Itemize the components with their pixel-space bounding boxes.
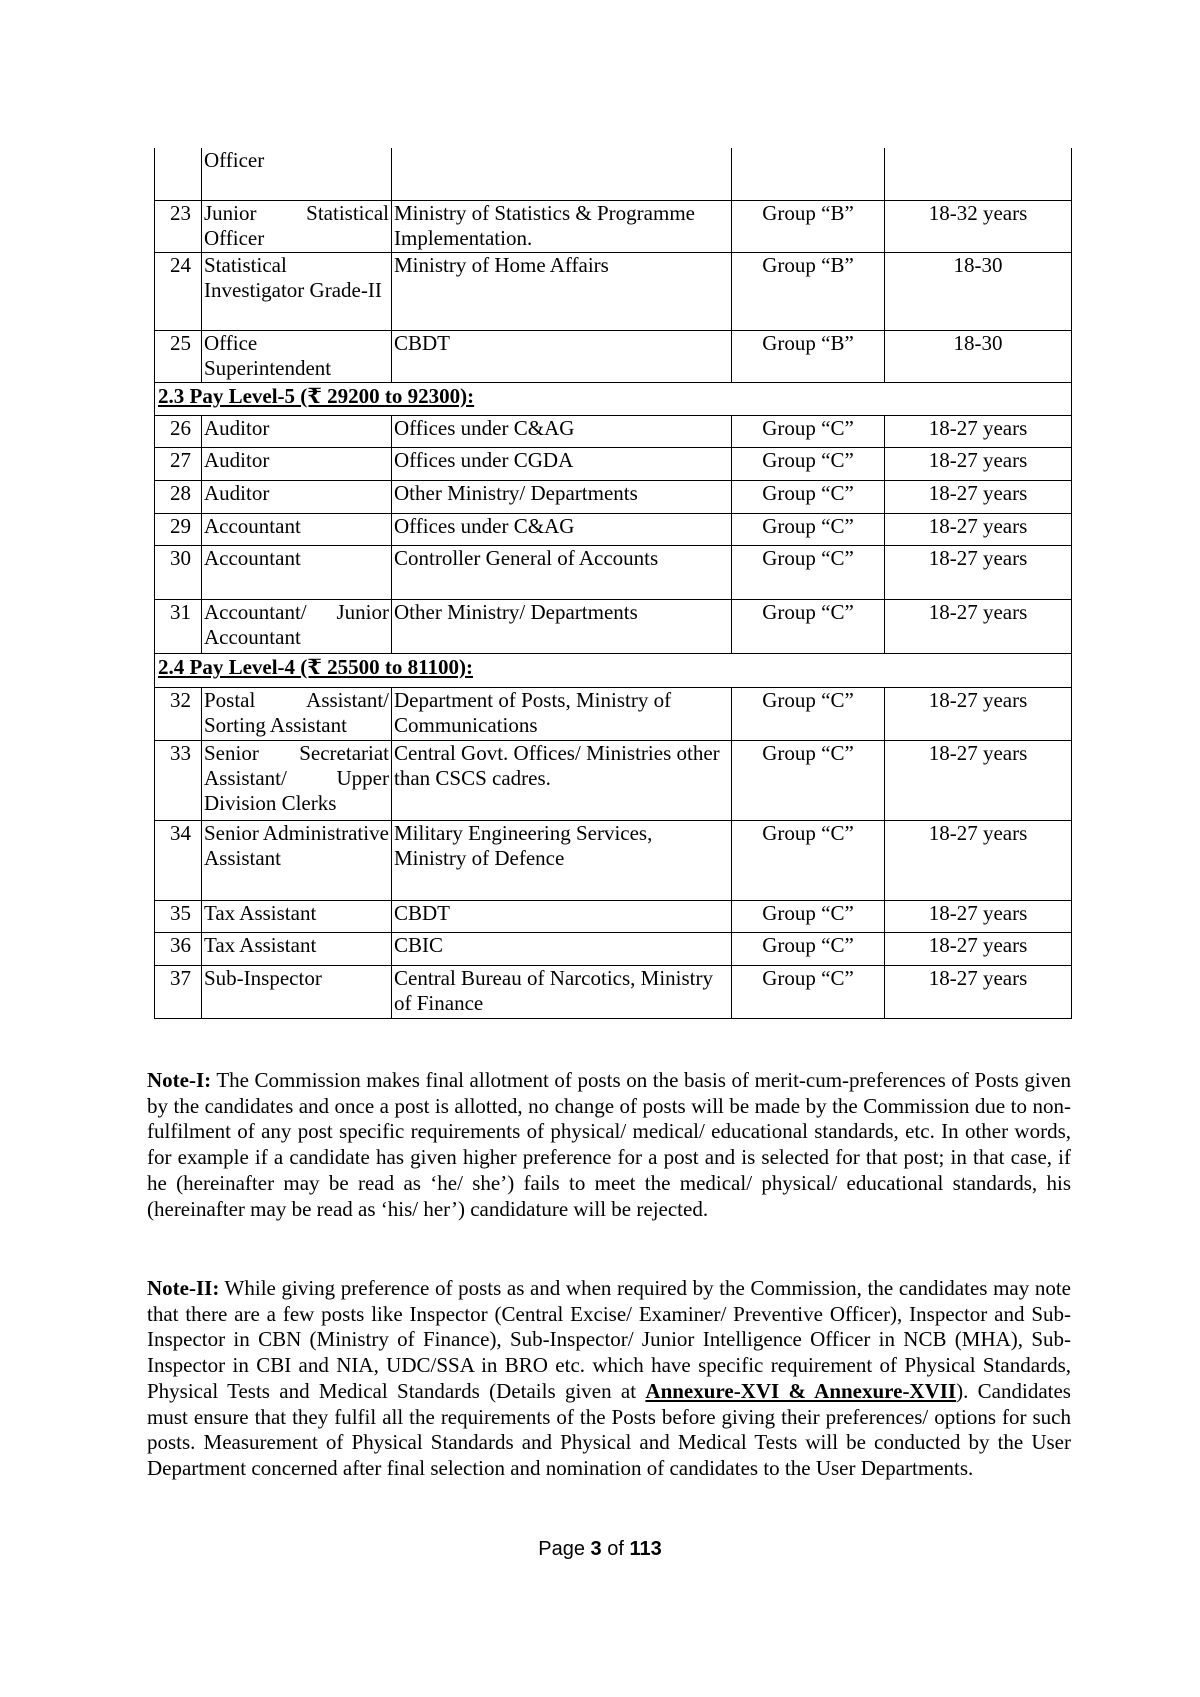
ministry-cell: Department of Posts, Ministry of Communications	[392, 687, 732, 740]
table-row	[155, 932, 1072, 965]
group-cell	[732, 148, 885, 200]
sl-no-cell: 26	[155, 415, 202, 447]
sl-no-cell: 27	[155, 447, 202, 480]
age-limit-cell: 18-27 years	[885, 900, 1072, 932]
table-row	[155, 513, 1072, 545]
section-header	[155, 653, 1072, 687]
table-row	[155, 820, 1072, 900]
group-cell: Group “B”	[732, 330, 885, 382]
page-footer	[0, 1538, 1200, 1561]
post-name-cell: Accountant	[202, 513, 392, 545]
ministry-cell: Ministry of Home Affairs	[392, 252, 732, 330]
note-2-text-a: While giving preference of posts as and when required by the Commission, the candidates may note that there are a few posts like Inspector (Central Excise/ Examiner/ Preventive Officer), Inspector and Sub-Inspector in CBN (Ministry of Finance), Sub-Inspector/ Junior Intelligence Officer in NCB (MHA), Sub-Inspector in CBI and NIA, UDC/SSA in BRO etc. which have specific requirement of Physical Standards, Physical Tests and Medical Standards (Details given at	[147, 1276, 1071, 1403]
age-limit-cell: 18-27 years	[885, 599, 1072, 653]
sl-no-cell: 25	[155, 330, 202, 382]
post-name-cell: Accountant	[202, 545, 392, 599]
sl-no-cell: 34	[155, 820, 202, 900]
sl-no-cell: 32	[155, 687, 202, 740]
table-row	[155, 330, 1072, 382]
section-header-row	[155, 653, 1072, 687]
post-name-cell: Accountant/ Junior Accountant	[202, 599, 392, 653]
ministry-cell: CBDT	[392, 330, 732, 382]
table-row	[155, 415, 1072, 447]
age-limit-cell: 18-27 years	[885, 480, 1072, 513]
ministry-cell: Central Bureau of Narcotics, Ministry of Finance	[392, 965, 732, 1018]
age-limit-cell	[885, 148, 1072, 200]
table-row	[155, 480, 1072, 513]
group-cell: Group “C”	[732, 447, 885, 480]
of-word: of	[601, 1538, 630, 1560]
table-row	[155, 200, 1072, 252]
post-name-cell: Tax Assistant	[202, 932, 392, 965]
post-name-cell: Tax Assistant	[202, 900, 392, 932]
post-name-cell: Auditor	[202, 415, 392, 447]
age-limit-cell: 18-27 years	[885, 820, 1072, 900]
group-cell: Group “C”	[732, 545, 885, 599]
group-cell: Group “C”	[732, 415, 885, 447]
age-limit-cell: 18-30	[885, 330, 1072, 382]
ministry-cell: Ministry of Statistics & Programme Implementation.	[392, 200, 732, 252]
table-row	[155, 447, 1072, 480]
ministry-cell: CBDT	[392, 900, 732, 932]
group-cell: Group “C”	[732, 480, 885, 513]
group-cell: Group “C”	[732, 820, 885, 900]
section-header-row	[155, 382, 1072, 415]
age-limit-cell: 18-27 years	[885, 513, 1072, 545]
post-name-cell: Senior Secretariat Assistant/ Upper Division Clerks	[202, 740, 392, 820]
age-limit-cell: 18-27 years	[885, 932, 1072, 965]
table-row	[155, 900, 1072, 932]
ministry-cell: CBIC	[392, 932, 732, 965]
page-word: Page	[538, 1538, 591, 1560]
post-name-cell: Sub-Inspector	[202, 965, 392, 1018]
age-limit-cell: 18-27 years	[885, 545, 1072, 599]
group-cell: Group “C”	[732, 599, 885, 653]
ministry-cell: Other Ministry/ Departments	[392, 599, 732, 653]
ministry-cell: Offices under C&AG	[392, 415, 732, 447]
sl-no-cell: 24	[155, 252, 202, 330]
note-2-label: Note-II:	[147, 1276, 220, 1300]
section-header	[155, 382, 1072, 415]
ministry-cell: Military Engineering Services, Ministry of Defence	[392, 820, 732, 900]
group-cell: Group “C”	[732, 687, 885, 740]
age-limit-cell: 18-27 years	[885, 740, 1072, 820]
group-cell: Group “B”	[732, 200, 885, 252]
post-name-cell: Officer	[202, 148, 392, 200]
post-name-cell: Auditor	[202, 480, 392, 513]
age-limit-cell: 18-27 years	[885, 965, 1072, 1018]
post-name-cell: Auditor	[202, 447, 392, 480]
posts-table	[154, 148, 1072, 1019]
table-row	[155, 545, 1072, 599]
page-number: 3	[590, 1538, 602, 1560]
sl-no-cell: 31	[155, 599, 202, 653]
age-limit-cell: 18-27 years	[885, 447, 1072, 480]
table-row	[155, 740, 1072, 820]
ministry-cell: Other Ministry/ Departments	[392, 480, 732, 513]
sl-no-cell: 28	[155, 480, 202, 513]
post-name-cell: Statistical Investigator Grade-II	[202, 252, 392, 330]
note-2-text-b: ). Candidates must ensure that they fulfil all the requirements of the Posts before giving their preferences/ options for such posts. Measurement of Physical Standards and Physical and Medical Tests will be conducted by the User Department concerned after final selection and nomination of candidates to the User Departments.	[147, 1378, 1071, 1480]
post-name-cell: Office Superintendent	[202, 330, 392, 382]
age-limit-cell: 18-27 years	[885, 687, 1072, 740]
section-title: 2.3 Pay Level-5 (₹ 29200 to 92300):	[158, 383, 475, 408]
note-1-text: The Commission makes final allotment of posts on the basis of merit-cum-preferences of Posts given by the candidates and once a post is allotted, no change of posts will be made by the Commission due to non-fulfilment of any post specific requirements of physical/ medical/ educational standards, etc. In other words, for example if a candidate has given higher preference for a post and is selected for that post; in that case, if he (hereinafter may be read as ‘he/ she’) fails to meet the medical/ physical/ educational standards, his (hereinafter may be read as ‘his/ her’) candidature will be rejected.	[147, 1068, 1071, 1221]
age-limit-cell: 18-32 years	[885, 200, 1072, 252]
note-1-label: Note-I:	[147, 1068, 212, 1092]
sl-no-cell	[155, 148, 202, 200]
page-total: 113	[629, 1538, 662, 1560]
table-row	[155, 599, 1072, 653]
table-row	[155, 965, 1072, 1018]
sl-no-cell: 36	[155, 932, 202, 965]
group-cell: Group “C”	[732, 513, 885, 545]
note-1	[147, 1068, 1071, 1222]
sl-no-cell: 33	[155, 740, 202, 820]
group-cell: Group “C”	[732, 740, 885, 820]
table-row	[155, 687, 1072, 740]
group-cell: Group “C”	[732, 965, 885, 1018]
group-cell: Group “C”	[732, 900, 885, 932]
ministry-cell: Central Govt. Offices/ Ministries other than CSCS cadres.	[392, 740, 732, 820]
section-title: 2.4 Pay Level-4 (₹ 25500 to 81100):	[158, 654, 473, 679]
sl-no-cell: 30	[155, 545, 202, 599]
posts-table-body	[155, 148, 1072, 1018]
post-name-cell: Junior Statistical Officer	[202, 200, 392, 252]
sl-no-cell: 35	[155, 900, 202, 932]
sl-no-cell: 29	[155, 513, 202, 545]
group-cell: Group “C”	[732, 932, 885, 965]
age-limit-cell: 18-27 years	[885, 415, 1072, 447]
post-name-cell: Postal Assistant/ Sorting Assistant	[202, 687, 392, 740]
post-name-cell: Senior Administrative Assistant	[202, 820, 392, 900]
ministry-cell: Offices under C&AG	[392, 513, 732, 545]
annexure-reference: Annexure-XVI & Annexure-XVII	[645, 1378, 957, 1403]
table-row	[155, 252, 1072, 330]
note-2	[147, 1276, 1071, 1482]
group-cell: Group “B”	[732, 252, 885, 330]
table-row	[155, 148, 1072, 200]
ministry-cell: Controller General of Accounts	[392, 545, 732, 599]
sl-no-cell: 23	[155, 200, 202, 252]
ministry-cell: Offices under CGDA	[392, 447, 732, 480]
age-limit-cell: 18-30	[885, 252, 1072, 330]
sl-no-cell: 37	[155, 965, 202, 1018]
ministry-cell	[392, 148, 732, 200]
